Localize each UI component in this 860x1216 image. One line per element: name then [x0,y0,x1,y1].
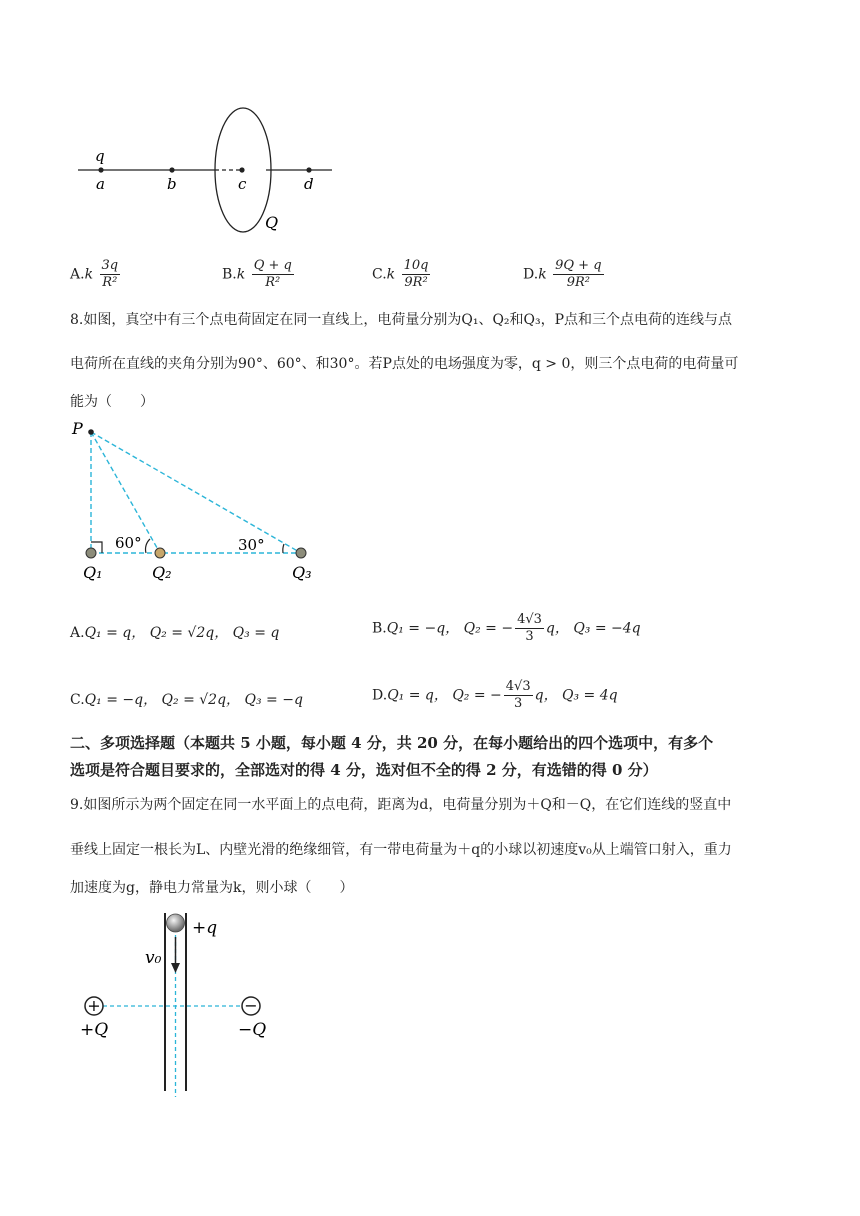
label-60: 60° [115,534,142,552]
label-c: c [238,175,247,193]
label-Q1: Q₁ [83,563,103,582]
q9-line-3: 加速度为g，静电力常量为k，则小球（ ） [70,880,354,896]
label-minus-Q: −Q [238,1020,267,1040]
q8-option-b[interactable]: B.Q₁ = −q， Q₂ = − $\frac{4√3}{3}$ q， Q₃ = −4q [372,612,641,644]
label-Q3: Q₃ [292,563,312,582]
q8-option-a[interactable]: A.Q₁ = q， Q₂ = √2q， Q₃ = q [70,625,280,641]
plus-sign: + [87,996,101,1015]
label-plus-Q: +Q [80,1020,109,1040]
q8-line-2: 电荷所在直线的夹角分别为90°、60°、和30°。若P点处的电场强度为零，q > 0，则三个点电荷的电荷量可 [70,356,739,372]
label-v0: v₀ [145,948,162,968]
fraction: $\frac{Q + q}{\text{R²}}$ [253,258,292,290]
label-30: 30° [238,536,265,554]
ball [167,914,185,932]
three-charges-figure [70,414,330,594]
charge-Q1 [86,548,96,558]
point-b [169,167,174,172]
minus-sign: − [244,996,258,1015]
label-Q: Q [265,213,279,232]
q8-line-1: 8.如图，真空中有三个点电荷固定在同一直线上，电荷量分别为Q₁、Q₂和Q₃，P点和三个点电荷的连线与点 [70,312,733,328]
q8-line-3: 能为（ ） [70,394,154,410]
ring-charge-figure [70,100,350,240]
fraction: $\frac{4√3}{3}$ [517,612,542,644]
q8-option-d[interactable]: D.Q₁ = q， Q₂ = − $\frac{4√3}{3}$ q， Q₃ = 4q [372,679,618,711]
section-2-heading-line-1: 二、多项选择题（本题共 5 小题，每小题 4 分，共 20 分，在每小题给出的四个选项中，有多个 [70,734,714,752]
section-2-heading-line-2: 选项是符合题目要求的，全部选对的得 4 分，选对但不全的得 2 分，有选错的得 0 分） [70,761,658,779]
q9-line-1: 9.如图所示为两个固定在同一水平面上的点电荷，距离为d，电荷量分别为＋Q和－Q，在它们连线的竖直中 [70,797,732,813]
label-P: P [72,419,83,438]
label-d: d [304,175,314,193]
fraction: $\frac{3q}{\text{R²}}$ [101,258,119,290]
q7-option-a[interactable]: A.k $\frac{3q}{\text{R²}}$ [70,258,119,290]
charge-Q3 [296,548,306,558]
fraction: $\frac{10q}{\text{9R²}}$ [403,258,429,290]
q9-line-2: 垂线上固定一根长为L、内壁光滑的绝缘细管，有一带电荷量为＋q的小球以初速度v₀从上端管口射入，重力 [70,842,732,858]
q7-option-b[interactable]: B.k $\frac{Q + q}{\text{R²}}$ [222,258,292,290]
label-b: b [167,175,177,193]
q7-option-c[interactable]: C.k $\frac{10q}{\text{9R²}}$ [372,258,429,290]
point-d [306,167,311,172]
q8-option-c[interactable]: C.Q₁ = −q， Q₂ = √2q， Q₃ = −q [70,692,303,708]
point-a [98,167,103,172]
tube-charges-figure [70,905,300,1100]
point-c [239,167,244,172]
charge-Q2 [155,548,165,558]
q7-option-d[interactable]: D.k $\frac{9Q + q}{\text{9R²}}$ [523,258,602,290]
label-Q2: Q₂ [152,563,172,582]
fraction: $\frac{4√3}{3}$ [505,679,531,711]
label-q: q [95,147,105,165]
label-a: a [96,175,105,193]
label-plus-q: +q [192,918,218,938]
point-P [88,429,94,435]
fraction: $\frac{9Q + q}{\text{9R²}}$ [555,258,602,290]
